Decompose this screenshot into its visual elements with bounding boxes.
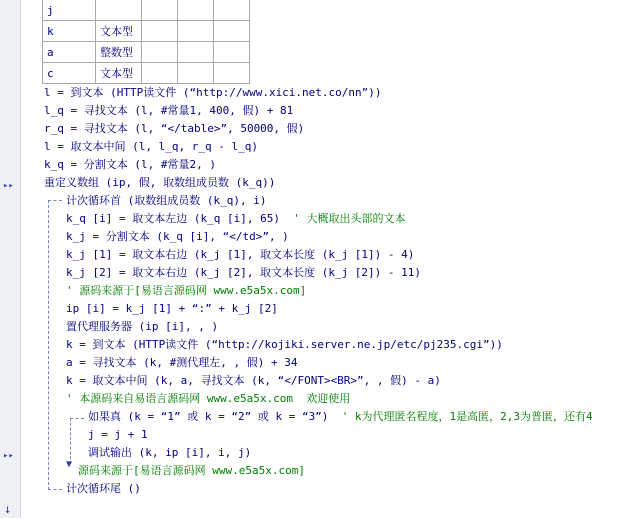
code-line[interactable]: k_j = 分割文本 (k_q [i], “</td>”, )	[66, 230, 289, 243]
code-line[interactable]: 调试输出 (k, ip [i], i, j)	[88, 446, 252, 459]
code-text: k_q [i] = 取文本左边 (k_q [i], 65)	[66, 212, 280, 225]
code-line[interactable]: a = 寻找文本 (k, #测代理左, , 假) + 34	[66, 356, 298, 369]
code-line[interactable]: k = 到文本 (HTTP读文件 (“http://kojiki.server.ne.jp/etc/pj235.cgi”))	[66, 338, 503, 351]
if-guide-line	[70, 418, 71, 464]
code-line[interactable]: 重定义数组 (ip, 假, 取数组成员数 (k_q))	[44, 176, 276, 189]
code-line[interactable]: ip [i] = k_j [1] + “:” + k_j [2]	[66, 302, 278, 315]
var-cell[interactable]	[214, 63, 250, 84]
table-row[interactable]	[43, 0, 250, 21]
variable-table	[42, 0, 250, 84]
var-name-cell[interactable]: c	[43, 63, 96, 84]
code-line[interactable]	[66, 210, 405, 228]
var-name-cell[interactable]: j	[43, 0, 96, 21]
var-cell[interactable]	[214, 0, 250, 21]
var-cell[interactable]	[214, 42, 250, 63]
var-cell[interactable]	[142, 63, 178, 84]
code-comment-line[interactable]: 源码来源于[易语言源码网 www.e5a5x.com]	[78, 464, 305, 477]
var-type-cell[interactable]: 整数型	[96, 42, 142, 63]
execution-marker-icon: ▸▸	[3, 181, 14, 191]
code-line[interactable]: j = j + 1	[88, 428, 148, 441]
var-cell[interactable]	[214, 21, 250, 42]
var-cell[interactable]	[142, 21, 178, 42]
var-cell[interactable]	[142, 0, 178, 21]
code-comment: ' k为代理匿名程度，1是高匿，2,3为普匿，还有4	[341, 410, 593, 423]
var-name-cell[interactable]: a	[43, 42, 96, 63]
var-name-cell[interactable]: k	[43, 21, 96, 42]
code-line[interactable]: 计次循环首 (取数组成员数 (k_q), i)	[66, 194, 267, 207]
loop-guide-line	[48, 200, 49, 490]
code-line[interactable]: k_j [1] = 取文本右边 (k_j [1], 取文本长度 (k_j [1]) - 4)	[66, 248, 415, 261]
var-type-cell[interactable]: 文本型	[96, 63, 142, 84]
code-comment-line[interactable]: ' 源码来源于[易语言源码网 www.e5a5x.com]	[66, 284, 307, 297]
code-comment-line[interactable]: ' 本源码来自易语言源码网 www.e5a5x.com 欢迎使用	[66, 392, 351, 405]
code-line[interactable]: 计次循环尾 ()	[66, 482, 141, 495]
var-type-cell[interactable]: 文本型	[96, 21, 142, 42]
var-cell[interactable]	[142, 42, 178, 63]
code-line[interactable]: l = 到文本 (HTTP读文件 (“http://www.xici.net.co/nn”))	[44, 86, 382, 99]
code-line[interactable]: l = 取文本中间 (l, l_q, r_q - l_q)	[44, 140, 258, 153]
code-line[interactable]: k_j [2] = 取文本右边 (k_j [2], 取文本长度 (k_j [2]) - 11)	[66, 266, 422, 279]
editor-gutter	[0, 0, 21, 518]
loop-guide-bottom	[48, 489, 62, 490]
code-text: 如果真 (k = “1” 或 k = “2” 或 k = “3”)	[88, 410, 329, 423]
scroll-down-arrow-icon[interactable]: ↓	[4, 502, 12, 516]
code-line[interactable]: 置代理服务器 (ip [i], , )	[66, 320, 219, 333]
loop-guide-top	[48, 200, 62, 201]
table-row[interactable]	[43, 21, 250, 42]
table-row[interactable]	[43, 42, 250, 63]
if-end-arrow-icon: ▼	[66, 459, 73, 470]
code-line[interactable]: l_q = 寻找文本 (l, #常量1, 400, 假) + 81	[44, 104, 294, 117]
var-cell[interactable]	[178, 21, 214, 42]
var-type-cell[interactable]	[96, 0, 142, 21]
if-guide-top	[70, 418, 84, 419]
code-line[interactable]: r_q = 寻找文本 (l, “</table>”, 50000, 假)	[44, 122, 305, 135]
code-line[interactable]: k = 取文本中间 (k, a, 寻找文本 (k, “</FONT><BR>”, , 假) - a)	[66, 374, 441, 387]
breakpoint-marker-icon: ▸▸	[3, 451, 14, 461]
var-cell[interactable]	[178, 42, 214, 63]
table-row[interactable]	[43, 63, 250, 84]
code-line[interactable]: k_q = 分割文本 (l, #常量2, )	[44, 158, 216, 171]
var-cell[interactable]	[178, 63, 214, 84]
code-comment: ' 大概取出头部的文本	[293, 212, 406, 225]
var-cell[interactable]	[178, 0, 214, 21]
code-line[interactable]	[88, 408, 593, 426]
